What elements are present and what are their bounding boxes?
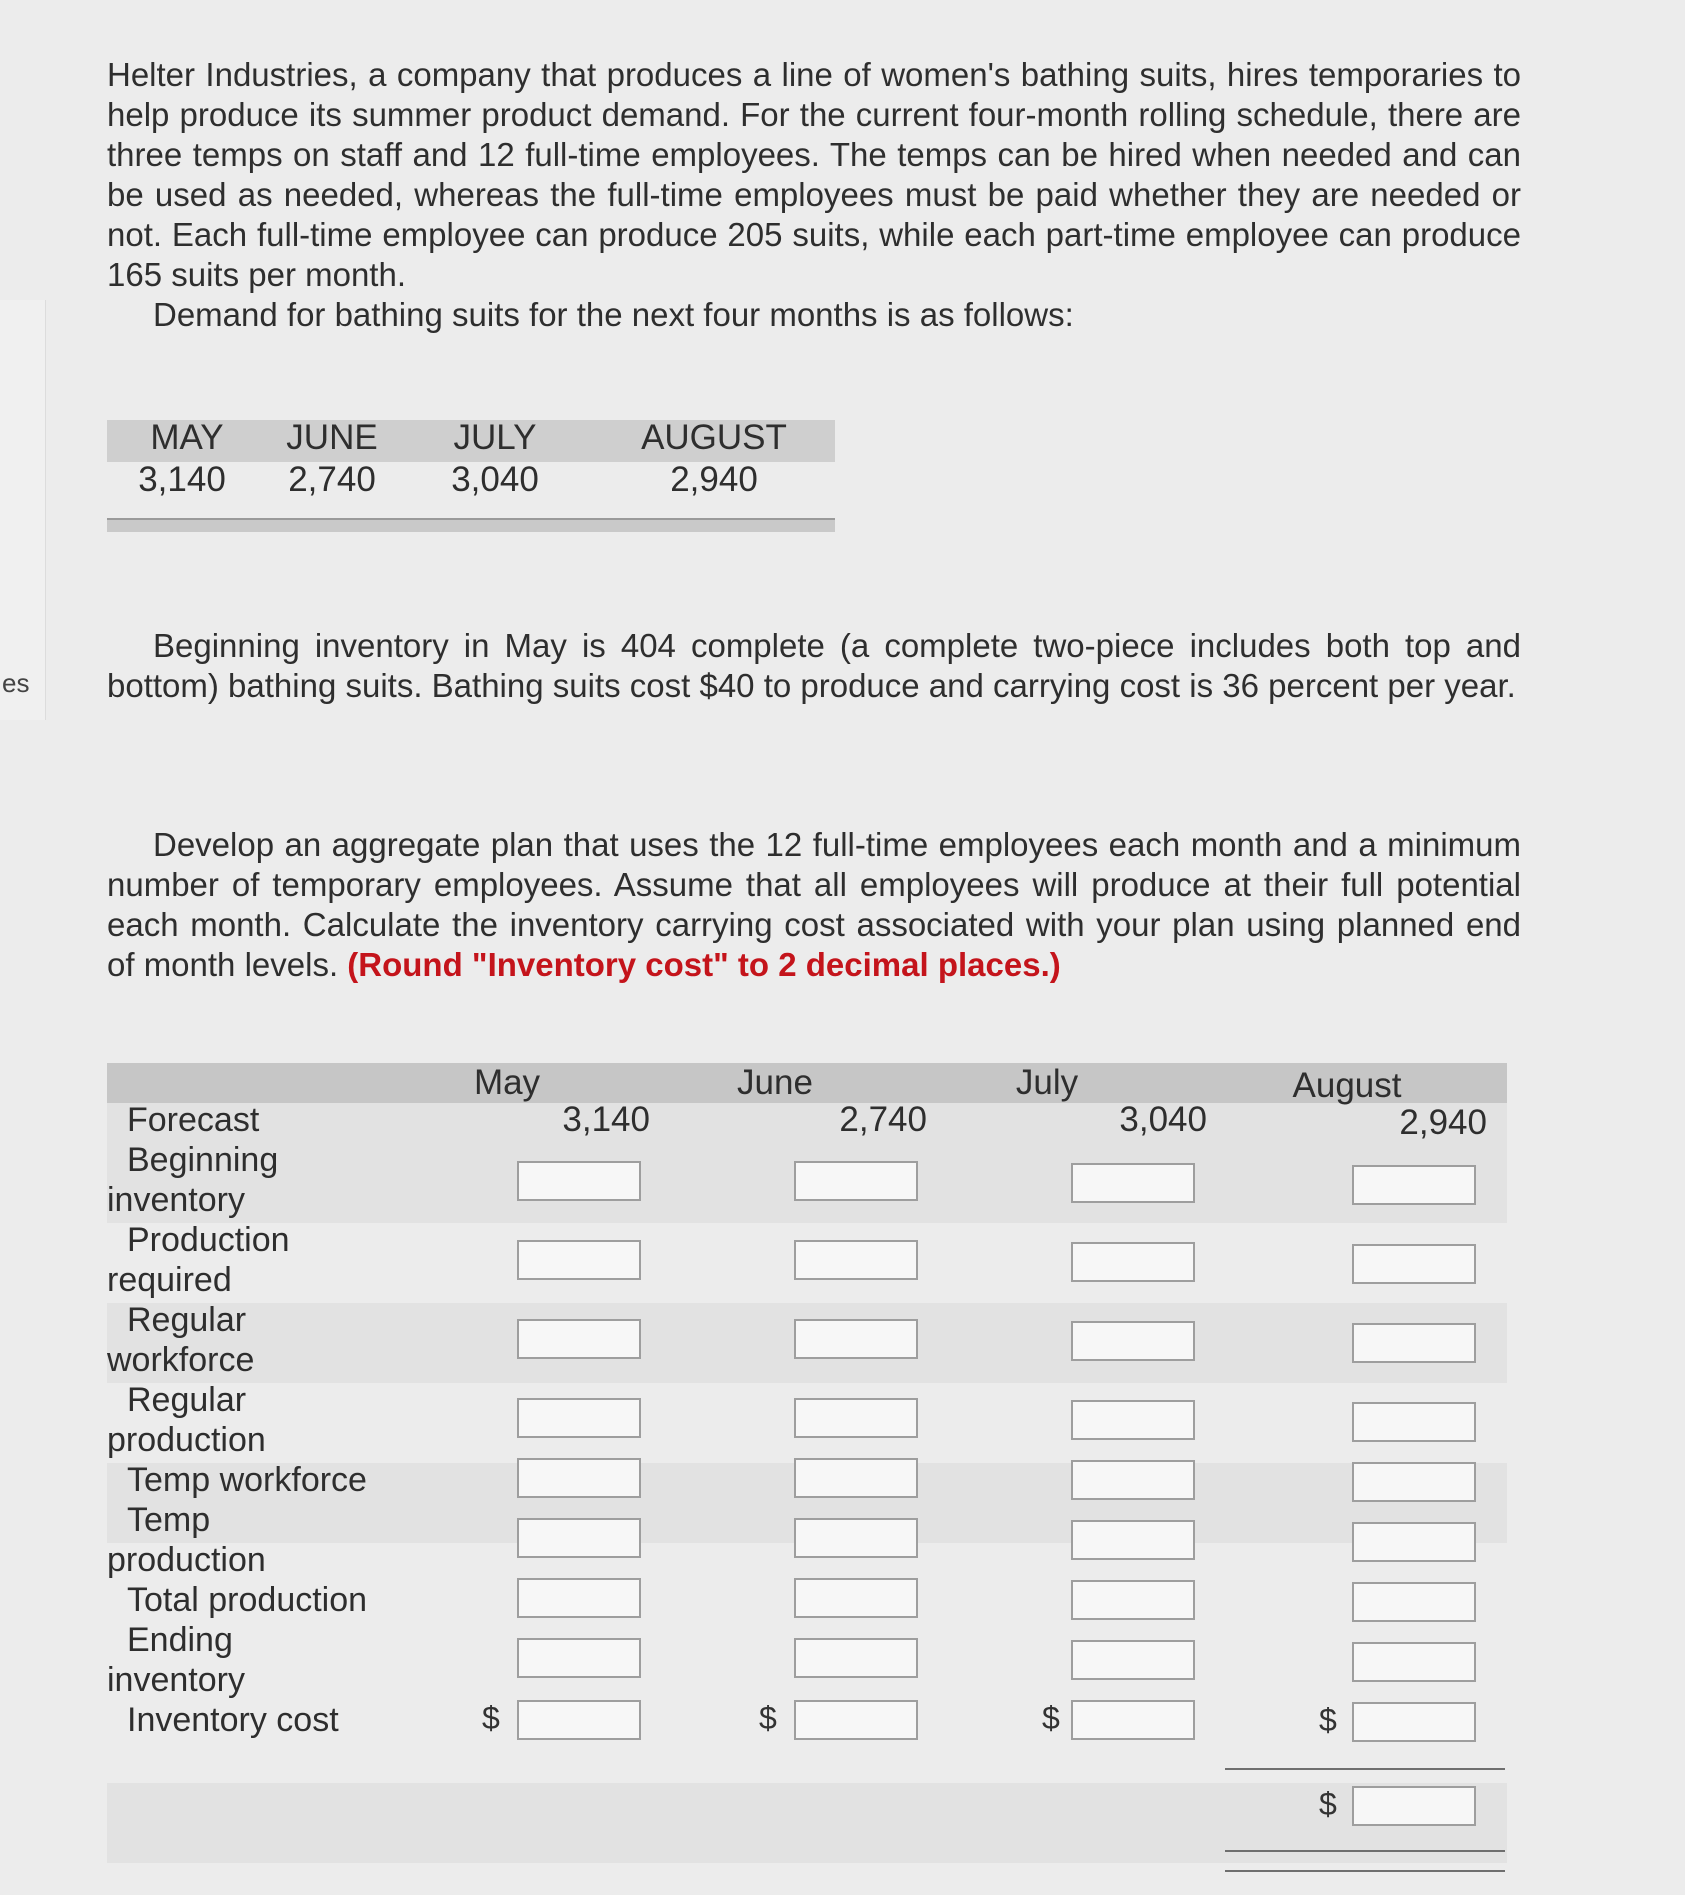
august-regular-workforce-input[interactable]: [1352, 1323, 1476, 1363]
label-text: Production: [127, 1221, 290, 1259]
rounding-instruction: (Round "Inventory cost" to 2 decimal places.): [347, 946, 1061, 983]
label-text: Total production: [127, 1581, 368, 1619]
total-double-rule: [1225, 1850, 1505, 1852]
label-beginning-inventory: [107, 1140, 407, 1220]
forecast-value-july: 3,040: [1119, 1100, 1207, 1139]
label-text: Inventory cost: [127, 1701, 339, 1739]
label-text: required: [107, 1261, 232, 1299]
label-text: Regular: [127, 1301, 247, 1339]
demand-header-may: MAY: [150, 418, 224, 457]
june-regular-workforce-input[interactable]: [794, 1319, 918, 1359]
label-temp-workforce: [107, 1460, 407, 1500]
july-regular-workforce-input[interactable]: [1071, 1321, 1195, 1361]
forecast-value-august: 2,940: [1399, 1103, 1487, 1142]
june-inventory-cost-input[interactable]: [794, 1700, 918, 1740]
august-inventory-cost-input[interactable]: [1352, 1702, 1476, 1742]
aggregate-plan-table: [107, 1063, 1507, 1893]
june-total-production-input[interactable]: [794, 1578, 918, 1618]
demand-value-june: 2,740: [288, 460, 376, 499]
total-rule: [1225, 1768, 1505, 1770]
may-total-production-input[interactable]: [517, 1578, 641, 1618]
demand-value-august: 2,940: [670, 460, 758, 499]
total-inventory-cost-input[interactable]: [1352, 1786, 1476, 1826]
label-regular-production: [107, 1380, 407, 1460]
may-production-required-input[interactable]: [517, 1240, 641, 1280]
sidebar-edge: [0, 300, 46, 720]
label-text: Temp: [127, 1501, 211, 1539]
dollar-sign: $: [1319, 1786, 1337, 1822]
july-regular-production-input[interactable]: [1071, 1400, 1195, 1440]
june-production-required-input[interactable]: [794, 1240, 918, 1280]
inventory-text: Beginning inventory in May is 404 complete (a complete two-piece includes both top and bottom) bathing suits. Bathing suits cost $40 to produce and carrying cost is 36 percent per year.: [107, 627, 1521, 704]
inventory-paragraph: [107, 626, 1521, 706]
task-paragraph: [107, 825, 1521, 985]
dollar-sign: $: [759, 1700, 777, 1736]
demand-table: [107, 418, 835, 528]
june-beginning-inventory-input[interactable]: [794, 1161, 918, 1201]
may-inventory-cost-input[interactable]: [517, 1700, 641, 1740]
label-regular-workforce: [107, 1300, 407, 1380]
label-production-required: [107, 1220, 407, 1300]
label-text: inventory: [107, 1661, 245, 1699]
demand-intro: Demand for bathing suits for the next four months is as follows:: [153, 296, 1074, 333]
forecast-value-may: 3,140: [562, 1100, 650, 1139]
label-ending-inventory: [107, 1620, 407, 1700]
demand-value-may: 3,140: [138, 460, 226, 499]
july-inventory-cost-input[interactable]: [1071, 1700, 1195, 1740]
july-temp-workforce-input[interactable]: [1071, 1460, 1195, 1500]
august-temp-production-input[interactable]: [1352, 1522, 1476, 1562]
label-text: Regular: [127, 1381, 247, 1419]
forecast-value-june: 2,740: [839, 1100, 927, 1139]
july-beginning-inventory-input[interactable]: [1071, 1163, 1195, 1203]
demand-table-rule: [107, 518, 835, 532]
may-temp-workforce-input[interactable]: [517, 1458, 641, 1498]
july-production-required-input[interactable]: [1071, 1242, 1195, 1282]
intro-paragraph: [107, 55, 1521, 335]
month-header-august: August: [1292, 1066, 1402, 1105]
task-text: Develop an aggregate plan that uses the 12 full-time employees each month and a minimum number of temporary employees. Assume that all employees will produce at their full potential each month. Calculate the inventory carrying cost associated with your plan using planned end of month levels.: [107, 826, 1521, 983]
may-temp-production-input[interactable]: [517, 1518, 641, 1558]
june-regular-production-input[interactable]: [794, 1398, 918, 1438]
may-regular-workforce-input[interactable]: [517, 1319, 641, 1359]
label-total-production: [107, 1580, 407, 1620]
month-header-july: July: [1015, 1063, 1079, 1102]
month-header-may: May: [473, 1063, 541, 1102]
july-total-production-input[interactable]: [1071, 1580, 1195, 1620]
month-header-june: June: [737, 1063, 813, 1102]
demand-value-july: 3,040: [451, 460, 539, 499]
label-text: Beginning: [127, 1141, 279, 1179]
june-temp-production-input[interactable]: [794, 1518, 918, 1558]
may-ending-inventory-input[interactable]: [517, 1638, 641, 1678]
sidebar-fragment: es: [2, 668, 30, 698]
dollar-sign: $: [482, 1700, 500, 1736]
demand-header-august: AUGUST: [641, 418, 787, 457]
label-text: Forecast: [127, 1101, 260, 1139]
august-production-required-input[interactable]: [1352, 1244, 1476, 1284]
may-regular-production-input[interactable]: [517, 1398, 641, 1438]
june-temp-workforce-input[interactable]: [794, 1458, 918, 1498]
label-text: Temp workforce: [127, 1461, 367, 1499]
may-beginning-inventory-input[interactable]: [517, 1161, 641, 1201]
label-text: workforce: [107, 1341, 255, 1379]
august-beginning-inventory-input[interactable]: [1352, 1165, 1476, 1205]
label-text: inventory: [107, 1181, 245, 1219]
label-inventory-cost: [107, 1700, 407, 1740]
demand-header-july: JULY: [453, 418, 537, 457]
august-regular-production-input[interactable]: [1352, 1402, 1476, 1442]
june-ending-inventory-input[interactable]: [794, 1638, 918, 1678]
label-text: Ending: [127, 1621, 233, 1659]
label-forecast: [107, 1100, 407, 1140]
july-temp-production-input[interactable]: [1071, 1520, 1195, 1560]
intro-text: Helter Industries, a company that produces a line of women's bathing suits, hires temporaries to help produce its summer product demand. For the current four-month rolling schedule, there are three temps on staff and 12 full-time employees. The temps can be hired when needed and can be used as needed, whereas the full-time employees must be paid whether they are needed or not. Each full-time employee can produce 205 suits, while each part-time employee can produce 165 suits per month.: [107, 56, 1521, 293]
august-ending-inventory-input[interactable]: [1352, 1642, 1476, 1682]
demand-header-june: JUNE: [286, 418, 378, 457]
label-text: production: [107, 1421, 266, 1459]
label-temp-production: [107, 1500, 407, 1580]
august-temp-workforce-input[interactable]: [1352, 1462, 1476, 1502]
dollar-sign: $: [1042, 1700, 1060, 1736]
dollar-sign: $: [1319, 1702, 1337, 1738]
august-total-production-input[interactable]: [1352, 1582, 1476, 1622]
total-double-rule: [1225, 1870, 1505, 1872]
july-ending-inventory-input[interactable]: [1071, 1640, 1195, 1680]
label-text: production: [107, 1541, 266, 1579]
